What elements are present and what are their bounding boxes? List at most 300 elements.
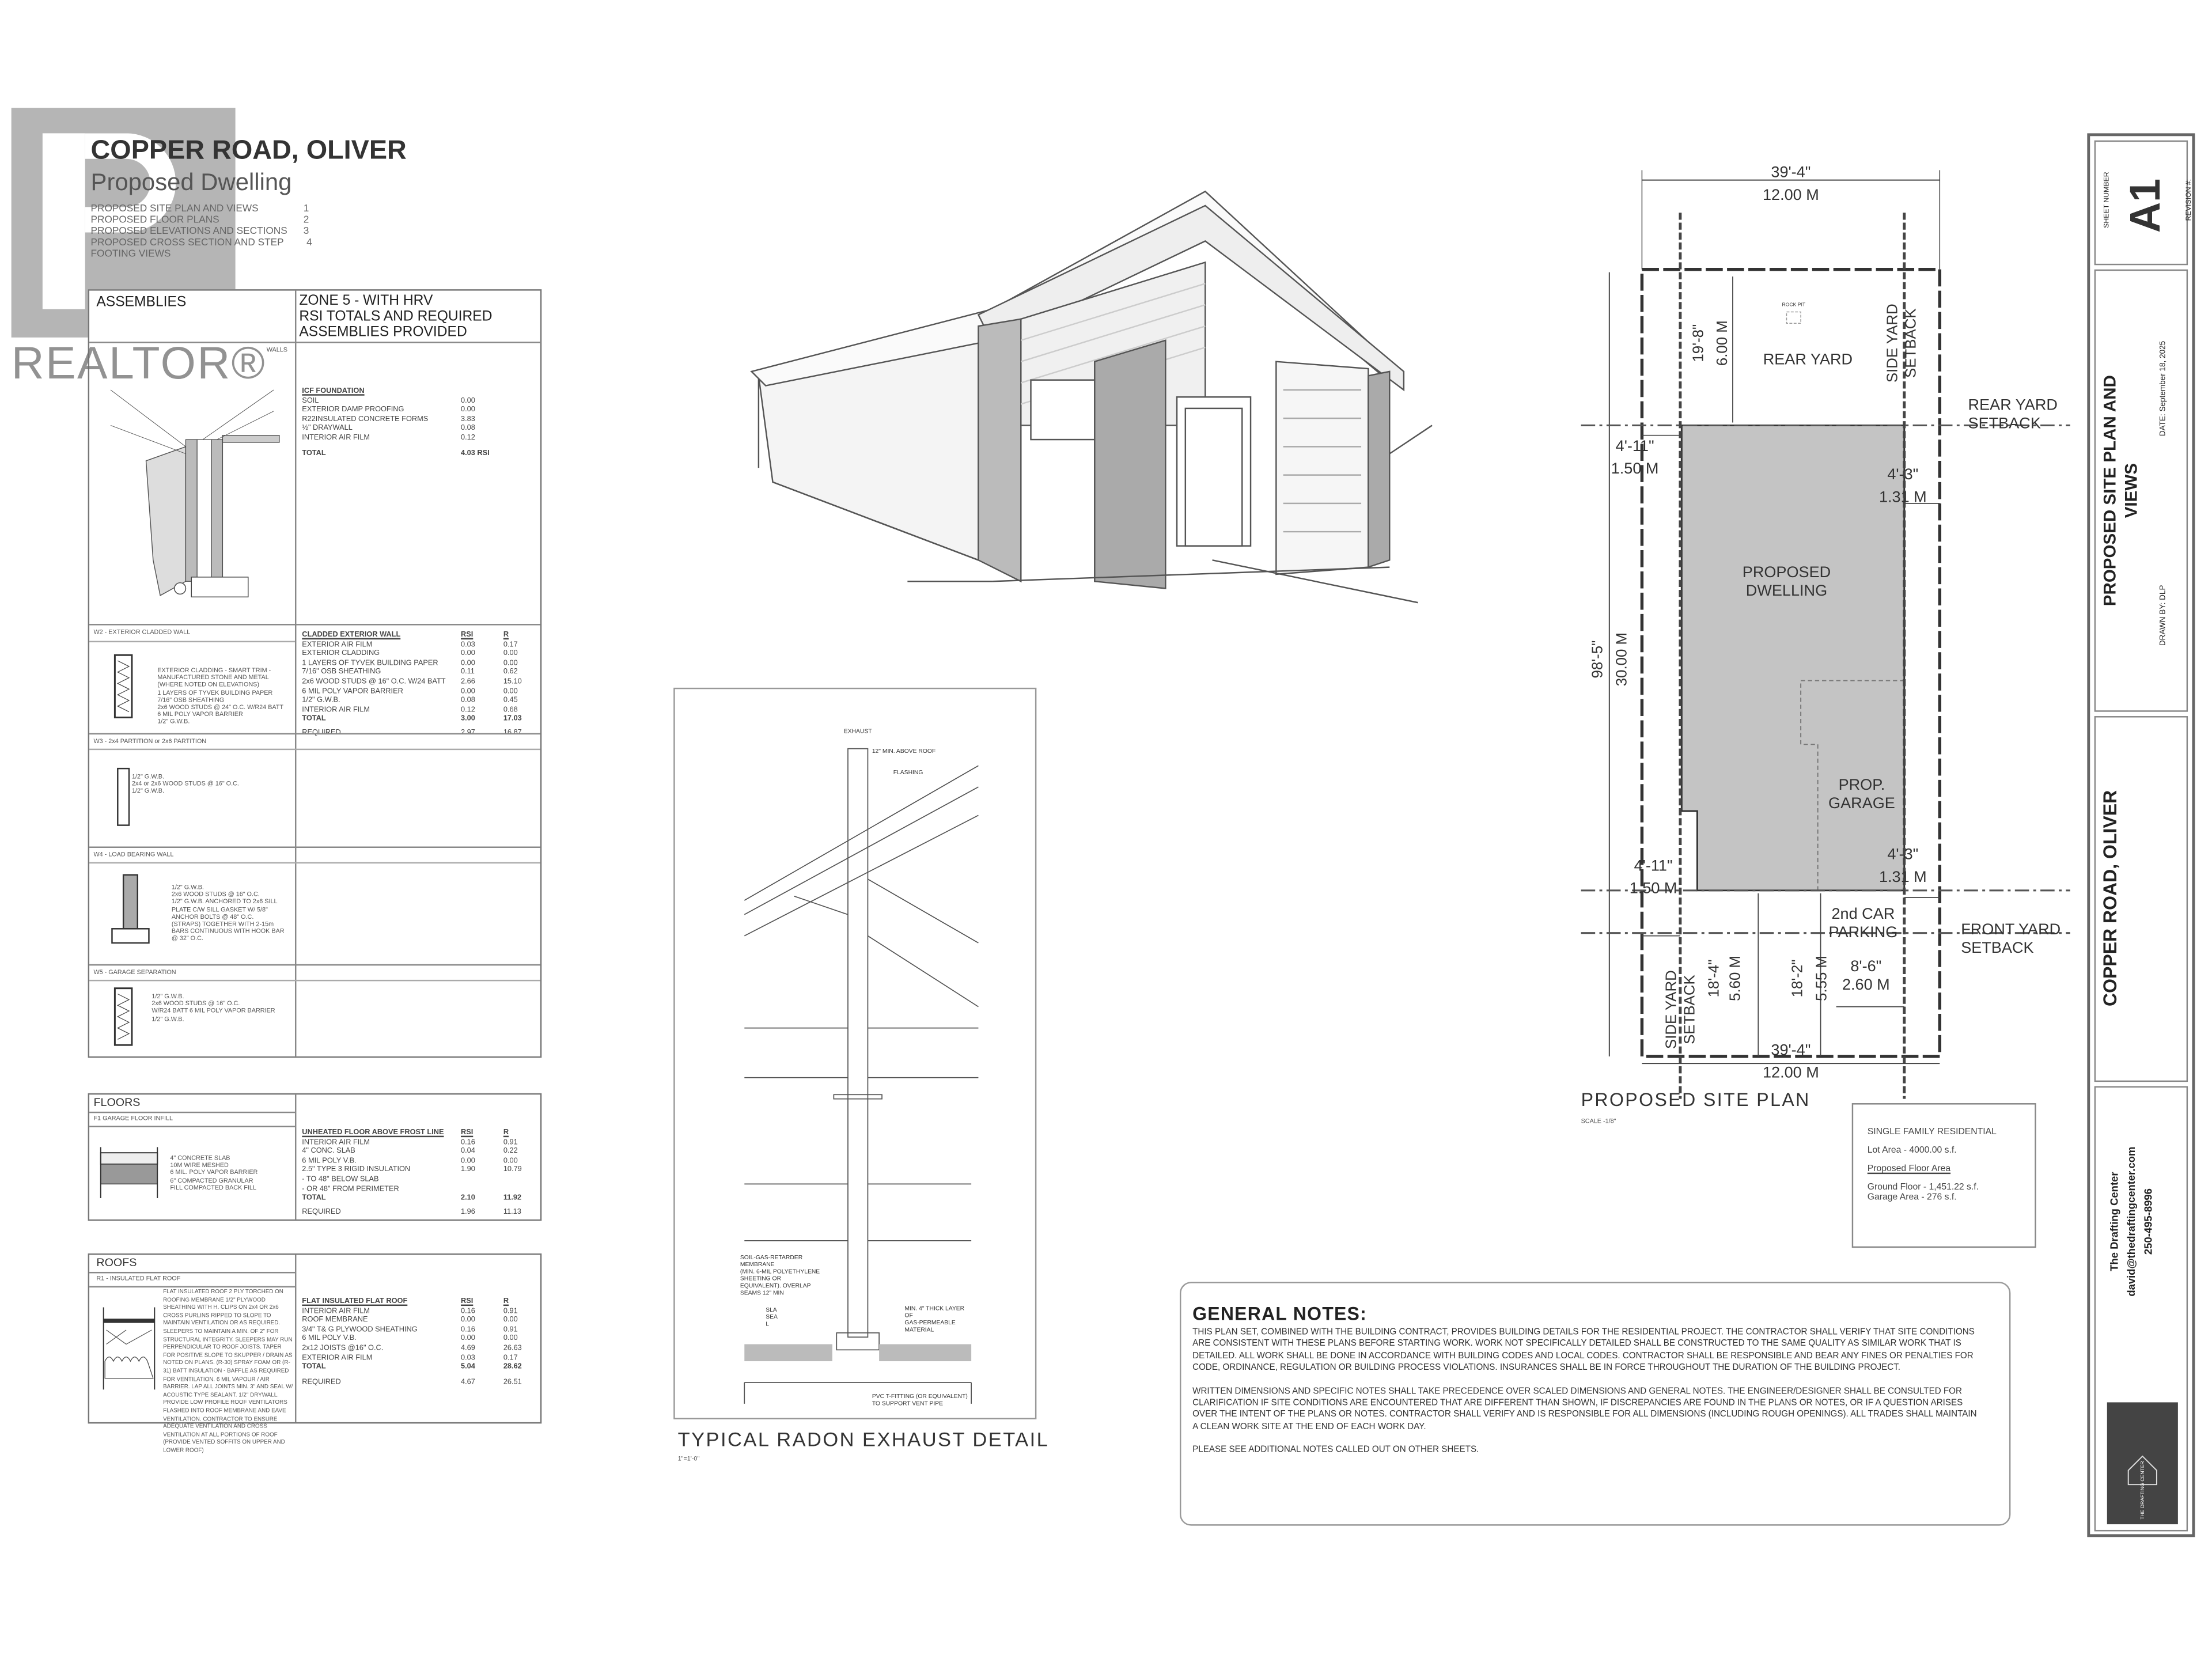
roofs-required-row-cell: 26.51 [503, 1377, 522, 1387]
w5-desc-line-cell: 2x6 WOOD STUDS @ 16" O.C. [151, 999, 240, 1007]
f1-desc-line [170, 1169, 295, 1176]
roofs-row-cell: EXTERIOR AIR FILM [302, 1353, 373, 1362]
w2-row-cell: EXTERIOR CLADDING [302, 649, 380, 658]
foundation-rsi-table [302, 387, 537, 458]
floors-heading-row-cell: R [503, 1128, 509, 1138]
roofs-total-row-cell: 28.62 [503, 1362, 522, 1372]
side-setback-label: SETBACK [1903, 308, 1919, 378]
right-setback-m: 1.31 M [1878, 487, 1927, 506]
floors-row-cell: - TO 48" BELOW SLAB [302, 1175, 379, 1184]
w2-row-cell: 15.10 [503, 677, 522, 687]
above-roof-label: 12" MIN. ABOVE ROOF [872, 748, 936, 755]
lot-width-m-bottom: 12.00 M [1762, 1063, 1819, 1081]
roofs-row-cell: 2x12 JOISTS @16" O.C. [302, 1344, 384, 1353]
floors-total-row-cell: 2.10 [460, 1194, 475, 1203]
foundation-row [302, 406, 537, 415]
w2-desc-line-cell: 1 LAYERS OF TYVEK BUILDING PAPER [157, 688, 273, 696]
w2-row-cell: 0.68 [503, 706, 518, 714]
roofs-row [302, 1335, 537, 1344]
f1-desc-line-cell: 6" COMPACTED GRANULAR [170, 1176, 253, 1184]
w2-row-cell: 0.00 [503, 659, 518, 668]
w5-desc-line-cell: 1/2" G.W.B. [151, 1014, 184, 1022]
w4-label: W4 - LOAD BEARING WALL [93, 850, 174, 858]
floor-area-heading: Proposed Floor Area [1867, 1164, 1951, 1175]
rear-setback-label: REAR YARD [1968, 395, 2058, 414]
sheet-title-section [2094, 270, 2188, 712]
w4-desc-line [172, 891, 292, 898]
floors-row-cell: INTERIOR AIR FILM [302, 1138, 370, 1147]
roofs-required-row-cell: 4.67 [460, 1377, 475, 1387]
roofs-row-cell: 0.91 [503, 1306, 518, 1316]
sheet-index-item [91, 238, 318, 261]
foundation-total-row-cell [503, 449, 537, 458]
w5-desc-line-cell: W/R24 BATT 6 MIL POLY VAPOR BARRIER [151, 1007, 275, 1014]
floors-row-cell [461, 1185, 503, 1194]
floors-row-cell: 0.04 [460, 1147, 475, 1156]
sheet-index-item-cell: PROPOSED SITE PLAN AND VIEWS [90, 204, 259, 214]
w2-row-cell: 6 MIL POLY VAPOR BARRIER [302, 687, 403, 696]
floors-total-row-cell: TOTAL [302, 1194, 326, 1203]
roofs-heading-row-cell: R [503, 1297, 509, 1306]
garage-label: PROP. [1838, 775, 1885, 794]
floors-row [302, 1185, 537, 1194]
rear-setback-label: SETBACK [1968, 414, 2041, 432]
r1-roof-section-drawing [98, 1305, 160, 1393]
membrane-label: MEMBRANE [740, 1262, 775, 1268]
sealant-label: SEA [766, 1314, 778, 1321]
w2-row-cell: 0.62 [503, 668, 518, 677]
w2-desc-line [157, 666, 293, 688]
sheet-number-section [2094, 141, 2194, 266]
sheet-index-item-cell: PROPOSED CROSS SECTION AND STEP FOOTING VIEWS [90, 238, 284, 260]
w2-row-cell: 1 LAYERS OF TYVEK BUILDING PAPER [302, 659, 438, 668]
w2-total-row-cell: 3.00 [460, 715, 475, 724]
gravel-layer-label: MATERIAL [904, 1327, 934, 1334]
roofs-row-cell: 26.63 [503, 1344, 522, 1353]
w4-desc-line-cell: 2x6 WOOD STUDS @ 16" O.C. [171, 891, 260, 898]
date: DATE: September 18, 2025 [2159, 340, 2168, 437]
logo-text: THE DRAFTING CENTER [2139, 1461, 2146, 1520]
floors-row-cell [503, 1185, 537, 1194]
garage-label: GARAGE [1828, 794, 1895, 812]
sheet-index-item [91, 227, 318, 238]
w2-row [302, 641, 537, 650]
membrane-label: SHEETING OR [740, 1275, 782, 1282]
foundation-row-cell: 0.12 [460, 434, 475, 442]
w2-rsi-table [302, 631, 537, 738]
w2-desc-line-cell: EXTERIOR CLADDING - SMART TRIM - MANUFACTURED STONE AND METAL (WHERE NOTED ON ELEVATIONS) [157, 666, 271, 688]
w2-desc-line-cell: 6 MIL POLY VAPOR BARRIER [157, 710, 243, 718]
w2-row-cell: 7/16" OSB SHEATHING [302, 668, 381, 677]
w2-total-row-cell: 17.03 [503, 715, 522, 724]
roofs-row [302, 1325, 537, 1335]
assemblies-title: ASSEMBLIES [96, 294, 187, 311]
w4-desc-line [172, 921, 292, 942]
w2-row-cell: 0.17 [503, 640, 518, 649]
sheet-title-line: VIEWS [2121, 463, 2141, 518]
w2-heading-row-cell: R [503, 631, 509, 640]
w4-desc-line-cell: 1/2" G.W.B. ANCHORED TO 2x6 SILL PLATE C/W SILL GASKET W/ 5/8" ANCHOR BOLTS @ 48" O.C. [171, 898, 278, 921]
w5-desc-line-cell: 1/2" G.W.B. [151, 993, 184, 1000]
roofs-row [302, 1354, 537, 1363]
project-subtitle: Proposed Dwelling [90, 168, 292, 196]
floors-row [302, 1138, 537, 1147]
w2-row [302, 678, 537, 687]
site-plan-title: PROPOSED SITE PLAN [1581, 1089, 1810, 1111]
r1-label: R1 - INSULATED FLAT ROOF [96, 1274, 181, 1282]
ground-floor-area: Ground Floor - 1,451.22 s.f. [1867, 1182, 1979, 1193]
foundation-row [302, 396, 537, 406]
w2-row-cell: 0.11 [460, 668, 475, 677]
roofs-row-cell: 0.16 [460, 1306, 475, 1316]
roofs-row-cell: 3/4" T& G PLYWOOD SHEATHING [302, 1325, 418, 1334]
w2-row-cell: 0.00 [460, 659, 475, 668]
sheet-index-item-cell: 2 [303, 215, 309, 226]
w2-desc-line [157, 718, 293, 726]
drawn-by: DRAWN BY: DLP [2159, 585, 2168, 646]
w2-total-row [302, 715, 537, 724]
walls-label: WALLS [266, 346, 288, 353]
parking-label: 2nd CAR [1831, 904, 1895, 923]
w2-row-cell: 2.66 [460, 677, 475, 687]
roofs-total-row-cell: TOTAL [302, 1362, 326, 1372]
area-summary-box [1852, 1103, 2036, 1248]
lot-depth-ft: 98'-5" [1589, 640, 1606, 679]
w3-desc-line-cell: 2x4 or 2x6 WOOD STUDS @ 16" O.C. [131, 780, 239, 787]
left-setback-m-front: 1.50 M [1629, 878, 1677, 897]
membrane-label: SOIL-GAS-RETARDER [740, 1254, 803, 1261]
left-setback-m: 1.50 M [1611, 459, 1659, 478]
dwelling-label: DWELLING [1745, 581, 1828, 599]
w5-desc-line [151, 1014, 287, 1022]
f1-desc-line-cell: 6 MIL. POLY VAPOR BARRIER [170, 1169, 258, 1176]
w2-label: W2 - EXTERIOR CLADDED WALL [93, 628, 191, 635]
zone-heading [295, 291, 541, 343]
revision-label: REVISION #: [2185, 179, 2194, 221]
roofs-row-cell: 0.00 [503, 1335, 518, 1343]
w2-desc-line [157, 696, 293, 703]
floors-table [88, 1093, 542, 1221]
w5-desc-line [151, 1007, 287, 1015]
w4-desc-line [172, 898, 292, 920]
w2-row [302, 706, 537, 715]
foundation-row-cell: SOIL [302, 396, 319, 405]
w2-desc-line [157, 711, 293, 718]
sheet-number: A1 [2122, 178, 2170, 233]
project-name: COPPER ROAD, OLIVER [2099, 790, 2121, 1006]
zone-line: RSI TOTALS AND REQUIRED [299, 309, 493, 325]
rear-depth-ft: 19'-8" [1690, 324, 1707, 362]
side-yard-label-front: SIDE YARD [1663, 970, 1680, 1050]
foundation-row-cell [503, 434, 537, 443]
floors-heading-row-cell: UNHEATED FLOOR ABOVE FROST LINE [302, 1128, 444, 1138]
icf-foundation-detail-drawing [104, 362, 281, 617]
w2-row-cell: 0.03 [460, 640, 475, 649]
w3-desc-line [132, 780, 274, 787]
gravel-layer-label: MIN. 4" THICK LAYER [904, 1305, 965, 1312]
w2-total-row-cell: TOTAL [302, 715, 326, 724]
roofs-total-row [302, 1363, 537, 1372]
floors-row-cell: 6 MIL POLY V.B. [302, 1157, 357, 1165]
t-fitting-label: TO SUPPORT VENT PIPE [872, 1400, 944, 1407]
site-plan-scale: SCALE -1/8" [1581, 1117, 1616, 1124]
floors-required-row-cell: REQUIRED [302, 1207, 341, 1217]
floors-row-cell [503, 1176, 537, 1185]
roofs-row-cell: 0.91 [503, 1325, 518, 1334]
roofs-heading-row-cell: FLAT INSULATED FLAT ROOF [302, 1297, 408, 1306]
f1-desc-line [170, 1184, 295, 1191]
sheet-index-item-cell: 1 [303, 204, 309, 214]
w3-desc-line [132, 773, 274, 781]
left-setback-ft-front: 4'-11" [1634, 856, 1673, 874]
w4-desc-line-cell: (STRAPS) TOGETHER WITH 2-15m BARS CONTINUOUS WITH HOOK BAR @ 32" O.C. [171, 920, 285, 942]
floors-row-cell: 0.22 [503, 1147, 518, 1156]
sheet-index [91, 204, 318, 260]
proposed-dwelling-footprint [1681, 425, 1904, 890]
foundation-row-cell [503, 425, 537, 434]
w2-heading-row [302, 631, 537, 640]
sheet-title [2100, 349, 2142, 632]
roofs-required-row [302, 1378, 537, 1387]
general-notes-box [1180, 1282, 2010, 1525]
w2-row [302, 659, 537, 668]
floors-row-cell: 0.16 [460, 1138, 475, 1147]
floors-row-cell: 10.79 [503, 1166, 522, 1175]
lot-width-ft: 39'-4" [1771, 162, 1811, 181]
floors-rsi-table [302, 1128, 537, 1217]
w3-desc-line [132, 787, 274, 795]
company-section [2094, 1086, 2188, 1532]
w5-desc-line [151, 993, 287, 1000]
foundation-row-cell: 0.08 [460, 424, 475, 433]
w4-desc-line [172, 884, 292, 891]
w2-desc-line-cell: 7/16" OSB SHEATHING [157, 696, 225, 703]
floors-row-cell: 0.91 [503, 1138, 518, 1147]
roofs-row-cell: 0.17 [503, 1353, 518, 1362]
company-phone: 250-495-8996 [2142, 1188, 2155, 1255]
flashing-label: FLASHING [893, 769, 923, 776]
floors-row-cell: 4" CONC. SLAB [302, 1147, 355, 1156]
dwelling-label: PROPOSED [1742, 562, 1831, 581]
f1-label: F1 GARAGE FLOOR INFILL [93, 1114, 173, 1122]
left-setback-ft: 4'-11" [1615, 436, 1654, 454]
gravel-layer-label: GAS-PERMEABLE [904, 1320, 956, 1327]
side-setback-label-front: SETBACK [1681, 975, 1698, 1044]
w2-row [302, 696, 537, 706]
foundation-row-cell: ½" DRAYWALL [302, 424, 353, 433]
floors-total-row [302, 1194, 537, 1203]
zone-line: ASSEMBLIES PROVIDED [299, 324, 467, 340]
f1-desc-line [170, 1154, 295, 1162]
roofs-row [302, 1344, 537, 1353]
foundation-row-cell: 0.00 [460, 396, 475, 405]
floors-heading-row-cell: RSI [460, 1128, 474, 1138]
sheet-number-label: SHEET NUMBER [2103, 172, 2112, 228]
roofs-row-cell: ROOF MEMBRANE [302, 1316, 368, 1325]
foundation-heading: ICF FOUNDATION [302, 387, 365, 396]
foundation-total-row-cell: 4.03 RSI [460, 449, 490, 457]
roofs-row-cell: 6 MIL POLY V.B. [302, 1335, 357, 1343]
membrane-label: SEAMS 12" MIN [740, 1290, 784, 1297]
front-depth-2-ft: 18'-2" [1789, 959, 1806, 998]
floors-row [302, 1147, 537, 1157]
sheet-index-item [91, 215, 318, 227]
floors-required-row [302, 1208, 537, 1217]
front-depth-1-m: 5.60 M [1727, 955, 1744, 1001]
floors-row-cell: 1.90 [460, 1166, 475, 1175]
exhaust-label: EXHAUST [843, 728, 872, 735]
roofs-heading-row [302, 1297, 537, 1306]
realtor-watermark: REALTOR® [11, 337, 267, 389]
w2-desc-line-cell: 2x6 WOOD STUDS @ 24" O.C. W/R24 BATT [157, 703, 284, 711]
membrane-label: EQUIVALENT). OVERLAP [740, 1283, 811, 1290]
w2-wall-section-drawing [107, 652, 141, 720]
foundation-row-cell [503, 415, 537, 425]
rear-depth-m: 6.00 M [1714, 320, 1731, 366]
general-note-paragraph: WRITTEN DIMENSIONS AND SPECIFIC NOTES SHALL TAKE PRECEDENCE OVER SCALED DIMENSIONS AND GENERAL NOTES. THE ENGINEER/DESIGNER SHALL BE CONSULTED FOR CLARIFICATION IF SITE CONDITIONS ARE ENCOUNTERED THAT ARE DIFFERENT THAN SHOWN, IF DISCREPANCIES ARE FOUND IN THE PLANS OR NOTES, OR IF A QUESTION ARISES OVER THE INTENT OF THE PLANS OR NOTES. CONTRACTOR SHALL VERIFY AND IS RESPONSIBLE FOR ALL DIMENSIONS (INCLUDING ROUGH OPENINGS). ALL TRADES SHALL MAINTAIN A CLEAN WORK SITE AT THE END OF EACH WORK DAY. [1192, 1386, 1977, 1432]
w2-row-cell: 1/2" G.W.B. [302, 696, 340, 705]
sealant-label: L [766, 1321, 769, 1328]
f1-desc-line [170, 1161, 295, 1169]
w2-row-cell: 0.45 [503, 696, 518, 705]
rock-pit-label: ROCK PIT [1782, 301, 1806, 308]
roofs-row-cell: 4.69 [460, 1344, 475, 1353]
roofs-row [302, 1316, 537, 1325]
foundation-total-row-cell: TOTAL [302, 449, 326, 457]
w2-row-cell: 0.00 [503, 649, 518, 658]
gravel-layer-label: OF [904, 1312, 913, 1319]
w2-row-cell: 0.08 [460, 696, 475, 705]
project-title: COPPER ROAD, OLIVER [90, 136, 407, 166]
w2-heading-row-cell: CLADDED EXTERIOR WALL [302, 631, 401, 640]
floors-required-row-cell: 11.13 [503, 1207, 521, 1217]
foundation-row [302, 434, 537, 443]
foundation-row-cell: R22INSULATED CONCRETE FORMS [302, 415, 429, 424]
lot-width-m: 12.00 M [1762, 185, 1819, 204]
foundation-row [302, 415, 537, 425]
roofs-row-cell: 0.00 [460, 1316, 475, 1325]
w2-desc-line [157, 688, 293, 696]
front-setback-label: SETBACK [1961, 938, 2034, 957]
front-depth-1-ft: 18'-4" [1706, 959, 1722, 998]
roofs-rsi-table [302, 1297, 537, 1387]
foundation-row [302, 425, 537, 434]
foundation-row-cell: INTERIOR AIR FILM [302, 434, 370, 442]
roofs-row-cell: 0.00 [460, 1335, 475, 1343]
f1-desc-line-cell: 4" CONCRETE SLAB [170, 1154, 230, 1161]
front-depth-2-m: 5.55 M [1813, 955, 1830, 1001]
right-setback-ft-front: 4'-3" [1887, 844, 1919, 863]
sheet-title-line: PROPOSED SITE PLAN AND [2100, 375, 2120, 607]
parking-width-m: 2.60 M [1842, 975, 1890, 994]
floors-heading-row [302, 1128, 537, 1138]
sheet-index-item [91, 204, 318, 215]
side-yard-label: SIDE YARD [1884, 304, 1901, 383]
roofs-row-cell: 0.03 [460, 1353, 475, 1362]
w2-row [302, 668, 537, 677]
foundation-row-cell [503, 406, 537, 415]
floors-total-row-cell: 11.92 [503, 1194, 522, 1203]
floors-row-cell: 2.5" TYPE 3 RIGID INSULATION [302, 1166, 411, 1175]
house-perspective-rendering [744, 184, 1439, 624]
drafting-center-logo-icon [2107, 1402, 2178, 1524]
radon-detail-title: TYPICAL RADON EXHAUST DETAIL [677, 1427, 1050, 1451]
zoning-type: SINGLE FAMILY RESIDENTIAL [1867, 1127, 1997, 1138]
roofs-row [302, 1307, 537, 1316]
w5-label: W5 - GARAGE SEPARATION [93, 968, 176, 976]
right-setback-m-front: 1.31 M [1878, 868, 1927, 886]
floors-row [302, 1166, 537, 1175]
w2-row-cell: INTERIOR AIR FILM [302, 706, 370, 714]
w2-row [302, 687, 537, 696]
roofs-heading-row-cell: RSI [460, 1297, 474, 1306]
w2-heading-row-cell: RSI [460, 631, 474, 640]
project-section [2094, 716, 2188, 1082]
sheet-index-item-cell: 4 [306, 238, 312, 248]
floors-row-cell: 0.00 [503, 1157, 518, 1165]
floors-row [302, 1157, 537, 1166]
foundation-row-cell: 0.00 [460, 406, 475, 415]
sealant-label: SLA [766, 1306, 777, 1313]
t-fitting-label: PVC T-FITTING (OR EQUIVALENT) [872, 1393, 968, 1400]
w2-desc-line-cell: 1/2" G.W.B. [157, 718, 190, 725]
w2-row-cell: 2x6 WOOD STUDS @ 16" O.C. W/24 BATT [302, 677, 446, 687]
floors-title: FLOORS [93, 1096, 141, 1109]
roofs-required-row-cell: REQUIRED [302, 1377, 341, 1387]
foundation-row-cell: 3.83 [460, 415, 475, 424]
foundation-row-cell [503, 396, 537, 406]
general-note-paragraph: THIS PLAN SET, COMBINED WITH THE BUILDING CONTRACT, PROVIDES BUILDING DETAILS FOR THE RESIDENTIAL PROJECT. THE CONTRACTOR SHALL VERIFY THAT SITE CONDITIONS ARE CONSISTENT WITH THESE PLANS BEFORE STARTING WORK. WORK NOT SPECIFICALLY DETAILED SHALL BE CONSTRUCTED TO THE SAME QUALITY AS SIMILAR WORK THAT IS DETAILED. ALL WORK SHALL BE DONE IN ACCORDANCE WITH BUILDING CODES AND LOCAL CODES. CONTRACTOR SHALL BE RESPONSIBLE AND BEAR ANY FINES OR PENALTIES FOR CODE, ORDINANCE, REGULATION OR BUILDING PROCESS VIOLATIONS. INSURANCES SHALL BE IN FORCE THROUGHOUT THE DURATION OF THE BUILDING PROJECT. [1192, 1327, 1975, 1373]
w4-bearing-wall-drawing [104, 872, 160, 950]
lot-area: Lot Area - 4000.00 s.f. [1867, 1145, 1957, 1156]
w2-row-cell: 0.00 [460, 687, 475, 696]
right-setback-ft: 4'-3" [1887, 464, 1919, 483]
r1-description: FLAT INSULATED ROOF 2 PLY TORCHED ON ROOFING MEMBRANE 1/2" PLYWOOD SHEATHING WITH H. CLIPS ON 2x4 OR 2x6 CROSS PURLINS RIPPED TO SLOPE TO MAINTAIN VENTILATION OR AS REQUIRED. SLEEPERS TO MAINTAIN A MIN. OF 2" FOR STRUCTURAL INTEGRITY. SLEEPERS MAY RUN PERPENDICULAR TO ROOF JOISTS. TAPER FOR POSITIVE SLOPE TO SKUPPER / DRAIN AS NOTED ON PLANS. (R-30) SPRAY FOAM OR (R-31) BATT INSULATION - BAFFLE AS REQUIRED FOR VENTILATION. 6 MIL VAPOUR / AIR BARRIER. LAP ALL JOINTS MIN. 3" AND SEAL W/ ACOUSTIC TYPE SEALANT. 1/2" DRYWALL. PROVIDE LOW PROFILE ROOF VENTILATORS FLASHED INTO ROOF MEMBRANE AND EAVE VENTILATION. CONTRACTOR TO ENSURE ADEQUATE VENTILATION AND CROSS VENTILATION AT ALL PORTIONS OF ROOF (PROVIDE VENTED SOFFITS ON UPPER AND LOWER ROOF) [163, 1287, 293, 1453]
lot-depth-m: 30.00 M [1613, 632, 1630, 687]
general-note-paragraph: PLEASE SEE ADDITIONAL NOTES CALLED OUT ON OTHER SHEETS. [1192, 1445, 1479, 1456]
radon-exhaust-drawing [673, 688, 1036, 1419]
w5-garage-wall-drawing [107, 986, 141, 1050]
sheet-index-item-cell: PROPOSED FLOOR PLANS [90, 215, 219, 226]
w5-desc-line [151, 1000, 287, 1007]
roofs-title: ROOFS [96, 1256, 137, 1270]
rear-yard-label: REAR YARD [1763, 350, 1853, 368]
f1-desc-line-cell: FILL COMPACTED BACK FILL [170, 1183, 256, 1191]
company-email: david@thedraftingcenter.com [2124, 1146, 2138, 1297]
roofs-row-cell: INTERIOR AIR FILM [302, 1306, 370, 1316]
membrane-label: (MIN. 6-MIL POLYETHYLENE [740, 1268, 820, 1275]
floors-row-cell: - OR 48" FROM PERIMETER [302, 1184, 399, 1194]
w3-desc-line-cell: 1/2" G.W.B. [131, 787, 165, 795]
floors-row-cell: 0.00 [460, 1157, 475, 1165]
floors-row [302, 1176, 537, 1185]
w3-label: W3 - 2x4 PARTITION or 2x6 PARTITION [93, 737, 207, 745]
w3-desc-line-cell: 1/2" G.W.B. [131, 772, 165, 780]
garage-area: Garage Area - 276 s.f. [1867, 1192, 1957, 1203]
f1-floor-section-drawing [95, 1144, 163, 1200]
zone-line: ZONE 5 - WITH HRV [299, 293, 433, 309]
w2-row [302, 650, 537, 659]
parking-width-ft: 8'-6" [1850, 957, 1882, 975]
site-plan-drawing [1560, 156, 2099, 1149]
assemblies-table [88, 289, 542, 1058]
parking-label: PARKING [1828, 923, 1898, 941]
foundation-row-cell: EXTERIOR DAMP PROOFING [302, 406, 404, 415]
foundation-total-row [302, 449, 537, 458]
f1-desc-line-cell: 10M WIRE MESHED [170, 1161, 229, 1169]
w2-row-cell: EXTERIOR AIR FILM [302, 640, 373, 649]
lot-width-ft-bottom: 39'-4" [1771, 1040, 1811, 1059]
